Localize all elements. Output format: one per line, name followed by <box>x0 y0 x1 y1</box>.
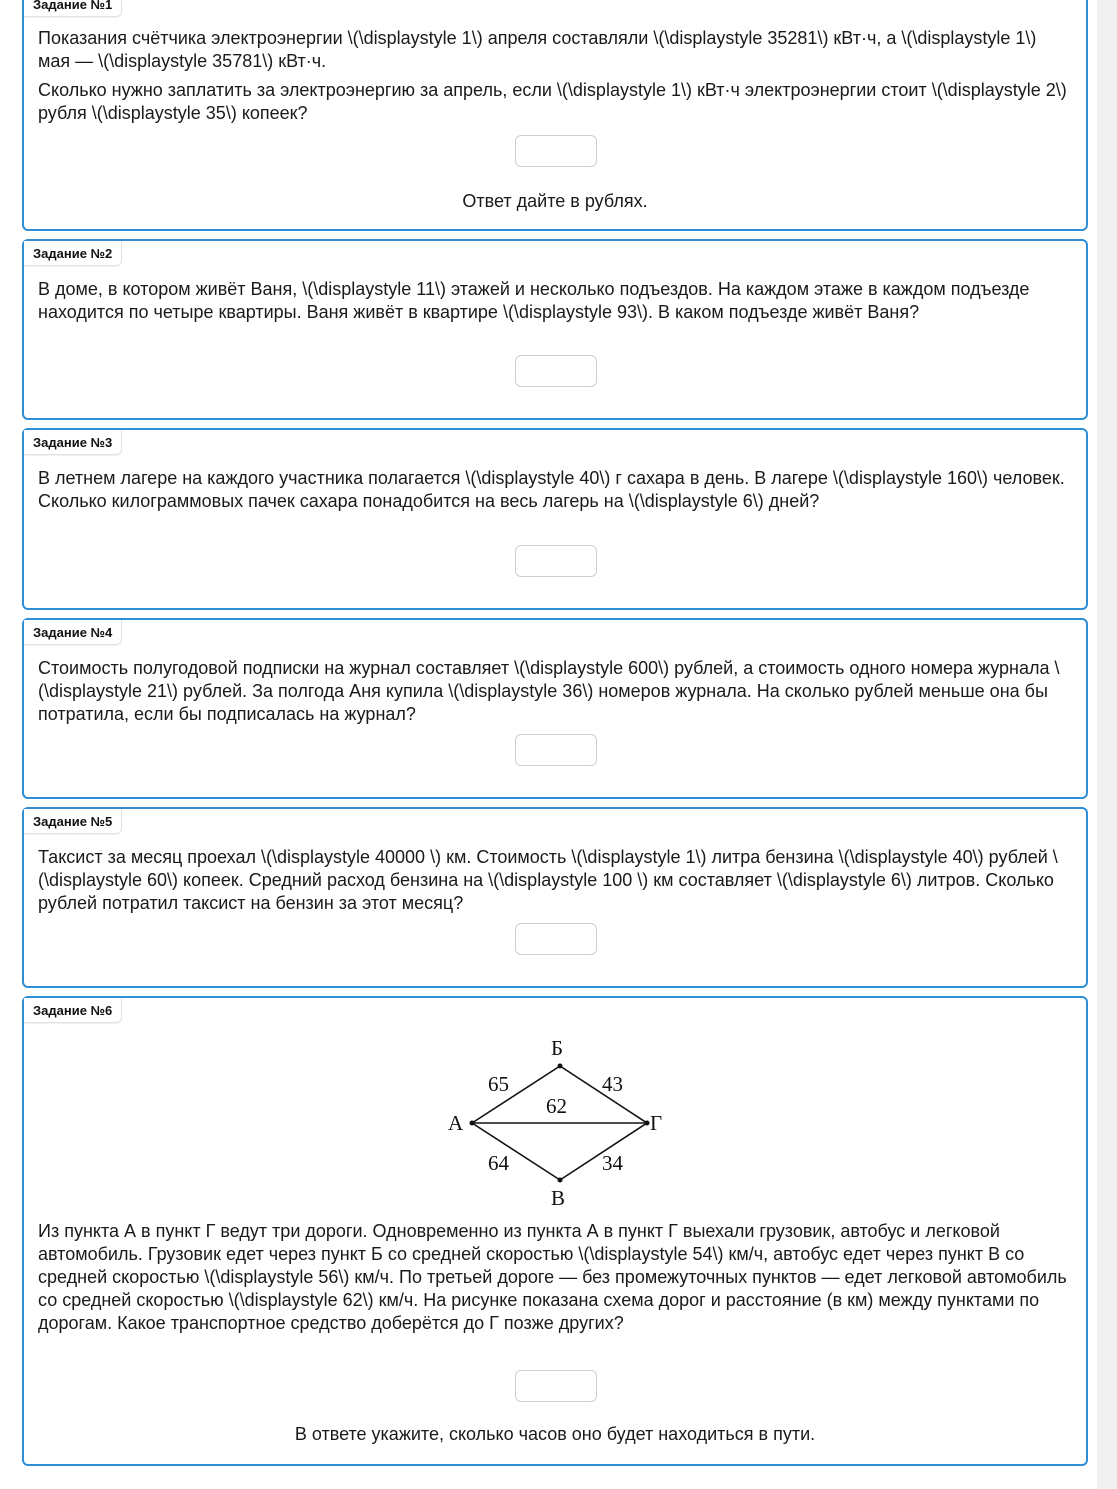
task-text <box>38 278 1072 330</box>
road-a-v <box>472 1123 560 1180</box>
task-title: Задание №5 <box>24 809 122 834</box>
point-a-dot <box>470 1121 475 1126</box>
answer-hint: Ответ дайте в рублях. <box>462 191 648 211</box>
task-paragraph: Стоимость полугодовой подписки на журнал составляет \(\displaystyle 600\) рублей, а стоимость одного номера журнала \(\displaystyle 21\) рублей. За полгода Аня купила \(\displaystyle 36\) номеров журнала. На сколько рублей меньше она бы потратила, если бы подписалась на журнал? <box>38 658 1060 724</box>
page-scroll-gutter <box>1097 0 1117 1489</box>
answer-input[interactable] <box>515 545 597 577</box>
answer-input[interactable] <box>515 734 597 766</box>
task-paragraph: Из пункта А в пункт Г ведут три дороги. Одновременно из пункта А в пункт Г выехали грузовик, автобус и легковой автомобиль. Грузовик едет через пункт Б со средней скоростью \(\displaystyle 54\) км/ч, автобус едет через пункт В со средней скоростью \(\displaystyle 56\) км/ч. По третьей дороге — без промежуточных пунктов — едет легковой автомобиль со средней скоростью \(\displaystyle 62\) км/ч. На рисунке показана схема дорог и расстояние (в км) между пунктами по дорогам. Какое транспортное средство доберётся до Г позже других? <box>38 1221 1067 1333</box>
point-v-dot <box>558 1178 563 1183</box>
task-title: Задание №2 <box>24 241 122 266</box>
task-title: Задание №6 <box>24 998 122 1023</box>
point-b-label: Б <box>551 1036 564 1060</box>
task-title: Задание №3 <box>24 430 122 455</box>
point-b-dot <box>558 1064 563 1069</box>
answer-hint: В ответе укажите, сколько часов оно будет находиться в пути. <box>294 1424 816 1444</box>
task-card-5 <box>22 807 1088 988</box>
answer-input[interactable] <box>515 923 597 955</box>
point-v-label: В <box>551 1186 566 1210</box>
task-card-2 <box>22 239 1088 420</box>
point-g-label: Г <box>650 1111 663 1135</box>
task-text <box>38 1220 1072 1341</box>
task-paragraph: В доме, в котором живёт Ваня, \(\displaystyle 11\) этажей и несколько подъездов. На каждом этаже в каждом подъезде находится по четыре квартиры. Ваня живёт в квартире \(\displaystyle 93\). В каком подъезде живёт Ваня? <box>38 279 1030 322</box>
task-paragraph: Таксист за месяц проехал \(\displaystyle 40000 \) км. Стоимость \(\displaystyle 1\) литра бензина \(\displaystyle 40\) рублей \(\displaystyle 60\) копеек. Средний расход бензина на \(\displaystyle 100 \) км составляет \(\displaystyle 6\) литров. Сколько рублей потратил таксист на бензин за этот месяц? <box>38 847 1058 913</box>
task-card-3 <box>22 428 1088 610</box>
task-text <box>38 27 1072 131</box>
roads-diagram <box>434 1030 694 1210</box>
task-card-4 <box>22 618 1088 799</box>
task-text <box>38 846 1072 921</box>
distance-ag: 62 <box>546 1094 567 1118</box>
distance-bg: 43 <box>602 1072 623 1096</box>
answer-input[interactable] <box>515 135 597 167</box>
distance-vg: 34 <box>602 1151 623 1175</box>
task-title: Задание №1 <box>24 0 122 17</box>
task-paragraph: В летнем лагере на каждого участника полагается \(\displaystyle 40\) г сахара в день. В лагере \(\displaystyle 160\) человек. Сколько килограммовых пачек сахара понадобится на весь лагерь на \(\displaystyle 6\) дней? <box>38 468 1065 511</box>
task-card-6 <box>22 996 1088 1466</box>
task-text <box>38 467 1072 519</box>
task-title: Задание №4 <box>24 620 122 645</box>
answer-input[interactable] <box>515 1370 597 1402</box>
distance-av: 64 <box>488 1151 509 1175</box>
distance-ab: 65 <box>488 1072 509 1096</box>
task-paragraph: Сколько нужно заплатить за электроэнергию за апрель, если \(\displaystyle 1\) кВт·ч электроэнергии стоит \(\displaystyle 2\) рубля \(\displaystyle 35\) копеек? <box>38 80 1067 123</box>
task-text <box>38 657 1072 732</box>
task-card-1 <box>22 0 1088 231</box>
answer-input[interactable] <box>515 355 597 387</box>
point-a-label: А <box>448 1111 464 1135</box>
task-paragraph: Показания счётчика электроэнергии \(\displaystyle 1\) апреля составляли \(\displaystyle 35281\) кВт·ч, а \(\displaystyle 1\) мая — \(\displaystyle 35781\) кВт·ч. <box>38 28 1037 71</box>
point-g-dot <box>645 1121 650 1126</box>
